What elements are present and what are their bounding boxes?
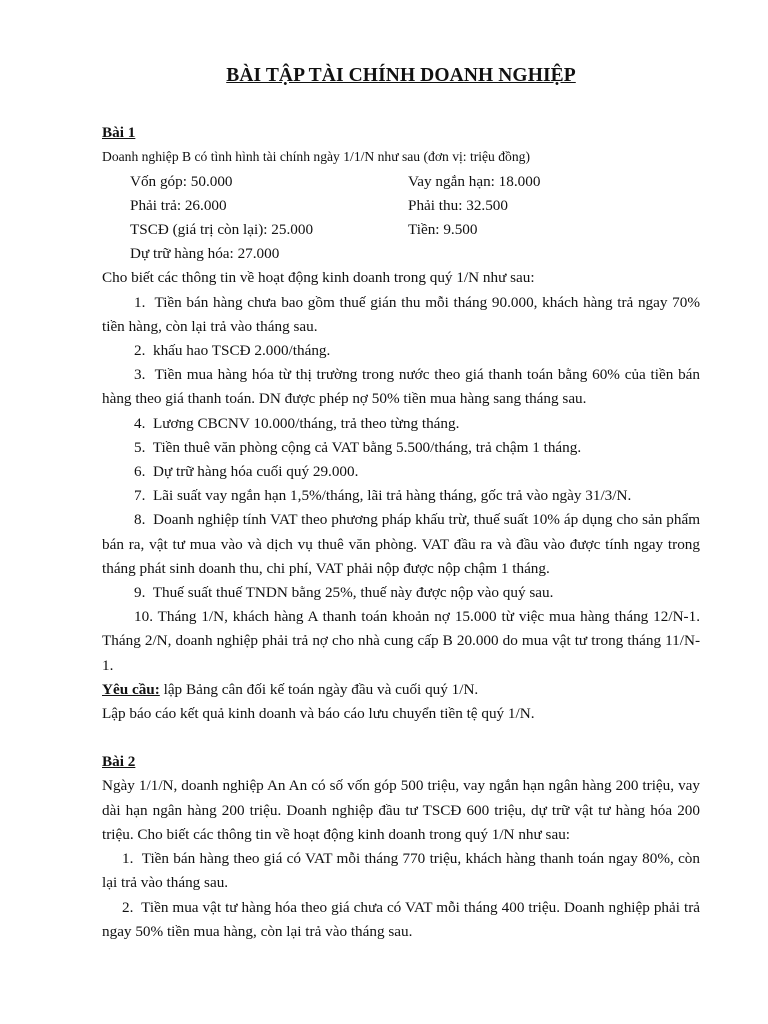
bai1-info-intro: Cho biết các thông tin về hoạt động kinh doanh trong quý 1/N như sau: [102,269,535,287]
list-text: Tiền bán hàng theo giá có VAT mỗi tháng 770 triệu, khách hàng thanh toán ngay 80%, còn lại trả vào tháng sau. [102,850,700,892]
balance-item: Phải trả: 26.000 [130,196,227,214]
list-number: 8. [134,511,146,529]
section-gap [102,726,700,750]
list-text: Tiền thuê văn phòng cộng cả VAT bằng 5.500/tháng, trả chậm 1 tháng. [152,438,582,456]
list-item [102,363,700,411]
list-item [102,581,700,605]
list-item [102,605,700,678]
list-number: 2. [134,342,146,360]
list-text: Tiền mua vật tư hàng hóa theo giá chưa có VAT mỗi tháng 400 triệu. Doanh nghiệp phải trả ngay 50% tiền mua hàng, còn lại trả vào tháng sau. [102,898,700,940]
bai1-requirement [102,678,700,702]
list-text: Lương CBCNV 10.000/tháng, trả theo từng tháng. [152,414,460,432]
list-text: Dự trữ hàng hóa cuối quý 29.000. [152,463,359,481]
section-heading-bai1: Bài 1 [102,124,136,142]
list-item [102,291,700,339]
list-number: 6. [134,463,146,481]
list-text: Lãi suất vay ngắn hạn 1,5%/tháng, lãi trả hàng tháng, gốc trả vào ngày 31/3/N. [152,487,632,505]
list-number: 2. [122,898,134,916]
balance-item: TSCĐ (giá trị còn lại): 25.000 [130,221,314,239]
list-number: 3. [134,366,146,384]
list-item [102,847,700,895]
list-number: 1. [134,293,146,311]
page-title: BÀI TẬP TÀI CHÍNH DOANH NGHIỆP [226,65,576,86]
bai1-balance-items [130,170,700,267]
list-number: 4. [134,414,146,432]
list-text: Tiền mua hàng hóa từ thị trường trong nước theo giá thanh toán bằng 60% của tiền bán hàng theo giá thanh toán. DN được phép nợ 50% tiền mua hàng sang tháng sau. [102,366,700,408]
list-number: 5. [134,438,146,456]
section-heading-bai2: Bài 2 [102,753,136,771]
balance-item: Vay ngắn hạn: 18.000 [408,172,541,190]
requirement-text: lập Bảng cân đối kế toán ngày đầu và cuối quý 1/N. [159,680,479,698]
list-text: Tháng 1/N, khách hàng A thanh toán khoản nợ 15.000 từ việc mua hàng tháng 12/N-1. Tháng 2/N, doanh nghiệp phải trả nợ cho nhà cung cấp B 20.000 do mua vật tư trong tháng 11/N-1. [102,608,700,674]
list-number: 7. [134,487,146,505]
document-page [102,64,700,944]
list-text: Thuế suất thuế TNDN bằng 25%, thuế này được nộp vào quý sau. [152,584,554,602]
list-item [102,436,700,460]
list-number: 10. [134,608,153,626]
bai1-list [102,291,700,678]
balance-item: Phải thu: 32.500 [408,196,508,214]
list-text: Doanh nghiệp tính VAT theo phương pháp khấu trừ, thuế suất 10% áp dụng cho sản phẩm bán ra, vật tư mua vào và dịch vụ thuê văn phòng. VAT đầu ra và đầu vào được tính ngay trong tháng phát sinh doanh thu, chi phí, VAT phải nộp được nộp chậm 1 tháng. [102,511,701,577]
balance-item: Tiền: 9.500 [408,221,478,239]
list-text: khấu hao TSCĐ 2.000/tháng. [152,342,331,360]
bai1-intro: Doanh nghiệp B có tình hình tài chính ngày 1/1/N như sau (đơn vị: triệu đồng) [102,149,530,165]
list-text: Tiền bán hàng chưa bao gồm thuế gián thu mỗi tháng 90.000, khách hàng trả ngay 70% tiền hàng, còn lại trả vào tháng sau. [102,293,700,335]
balance-item: Vốn góp: 50.000 [130,172,233,190]
list-item [102,508,700,581]
list-item [102,339,700,363]
list-number: 9. [134,584,146,602]
bai2-intro: Ngày 1/1/N, doanh nghiệp An An có số vốn góp 500 triệu, vay ngắn hạn ngân hàng 200 triệu, vay dài hạn ngân hàng 200 triệu. Doanh nghiệp đầu tư TSCĐ 600 triệu, dự trữ vật tư hàng hóa 200 triệu. Cho biết các thông tin về hoạt động kinh doanh trong quý 1/N như sau: [102,777,700,843]
balance-item: Dự trữ hàng hóa: 27.000 [130,245,280,263]
list-number: 1. [122,850,134,868]
bai2-list [102,847,700,944]
requirement-label: Yêu cầu: [102,680,160,698]
list-item [102,484,700,508]
list-item [102,412,700,436]
bai1-requirement-2: Lập báo cáo kết quả kinh doanh và báo cáo lưu chuyển tiền tệ quý 1/N. [102,705,535,723]
list-item [102,460,700,484]
list-item [102,896,700,944]
